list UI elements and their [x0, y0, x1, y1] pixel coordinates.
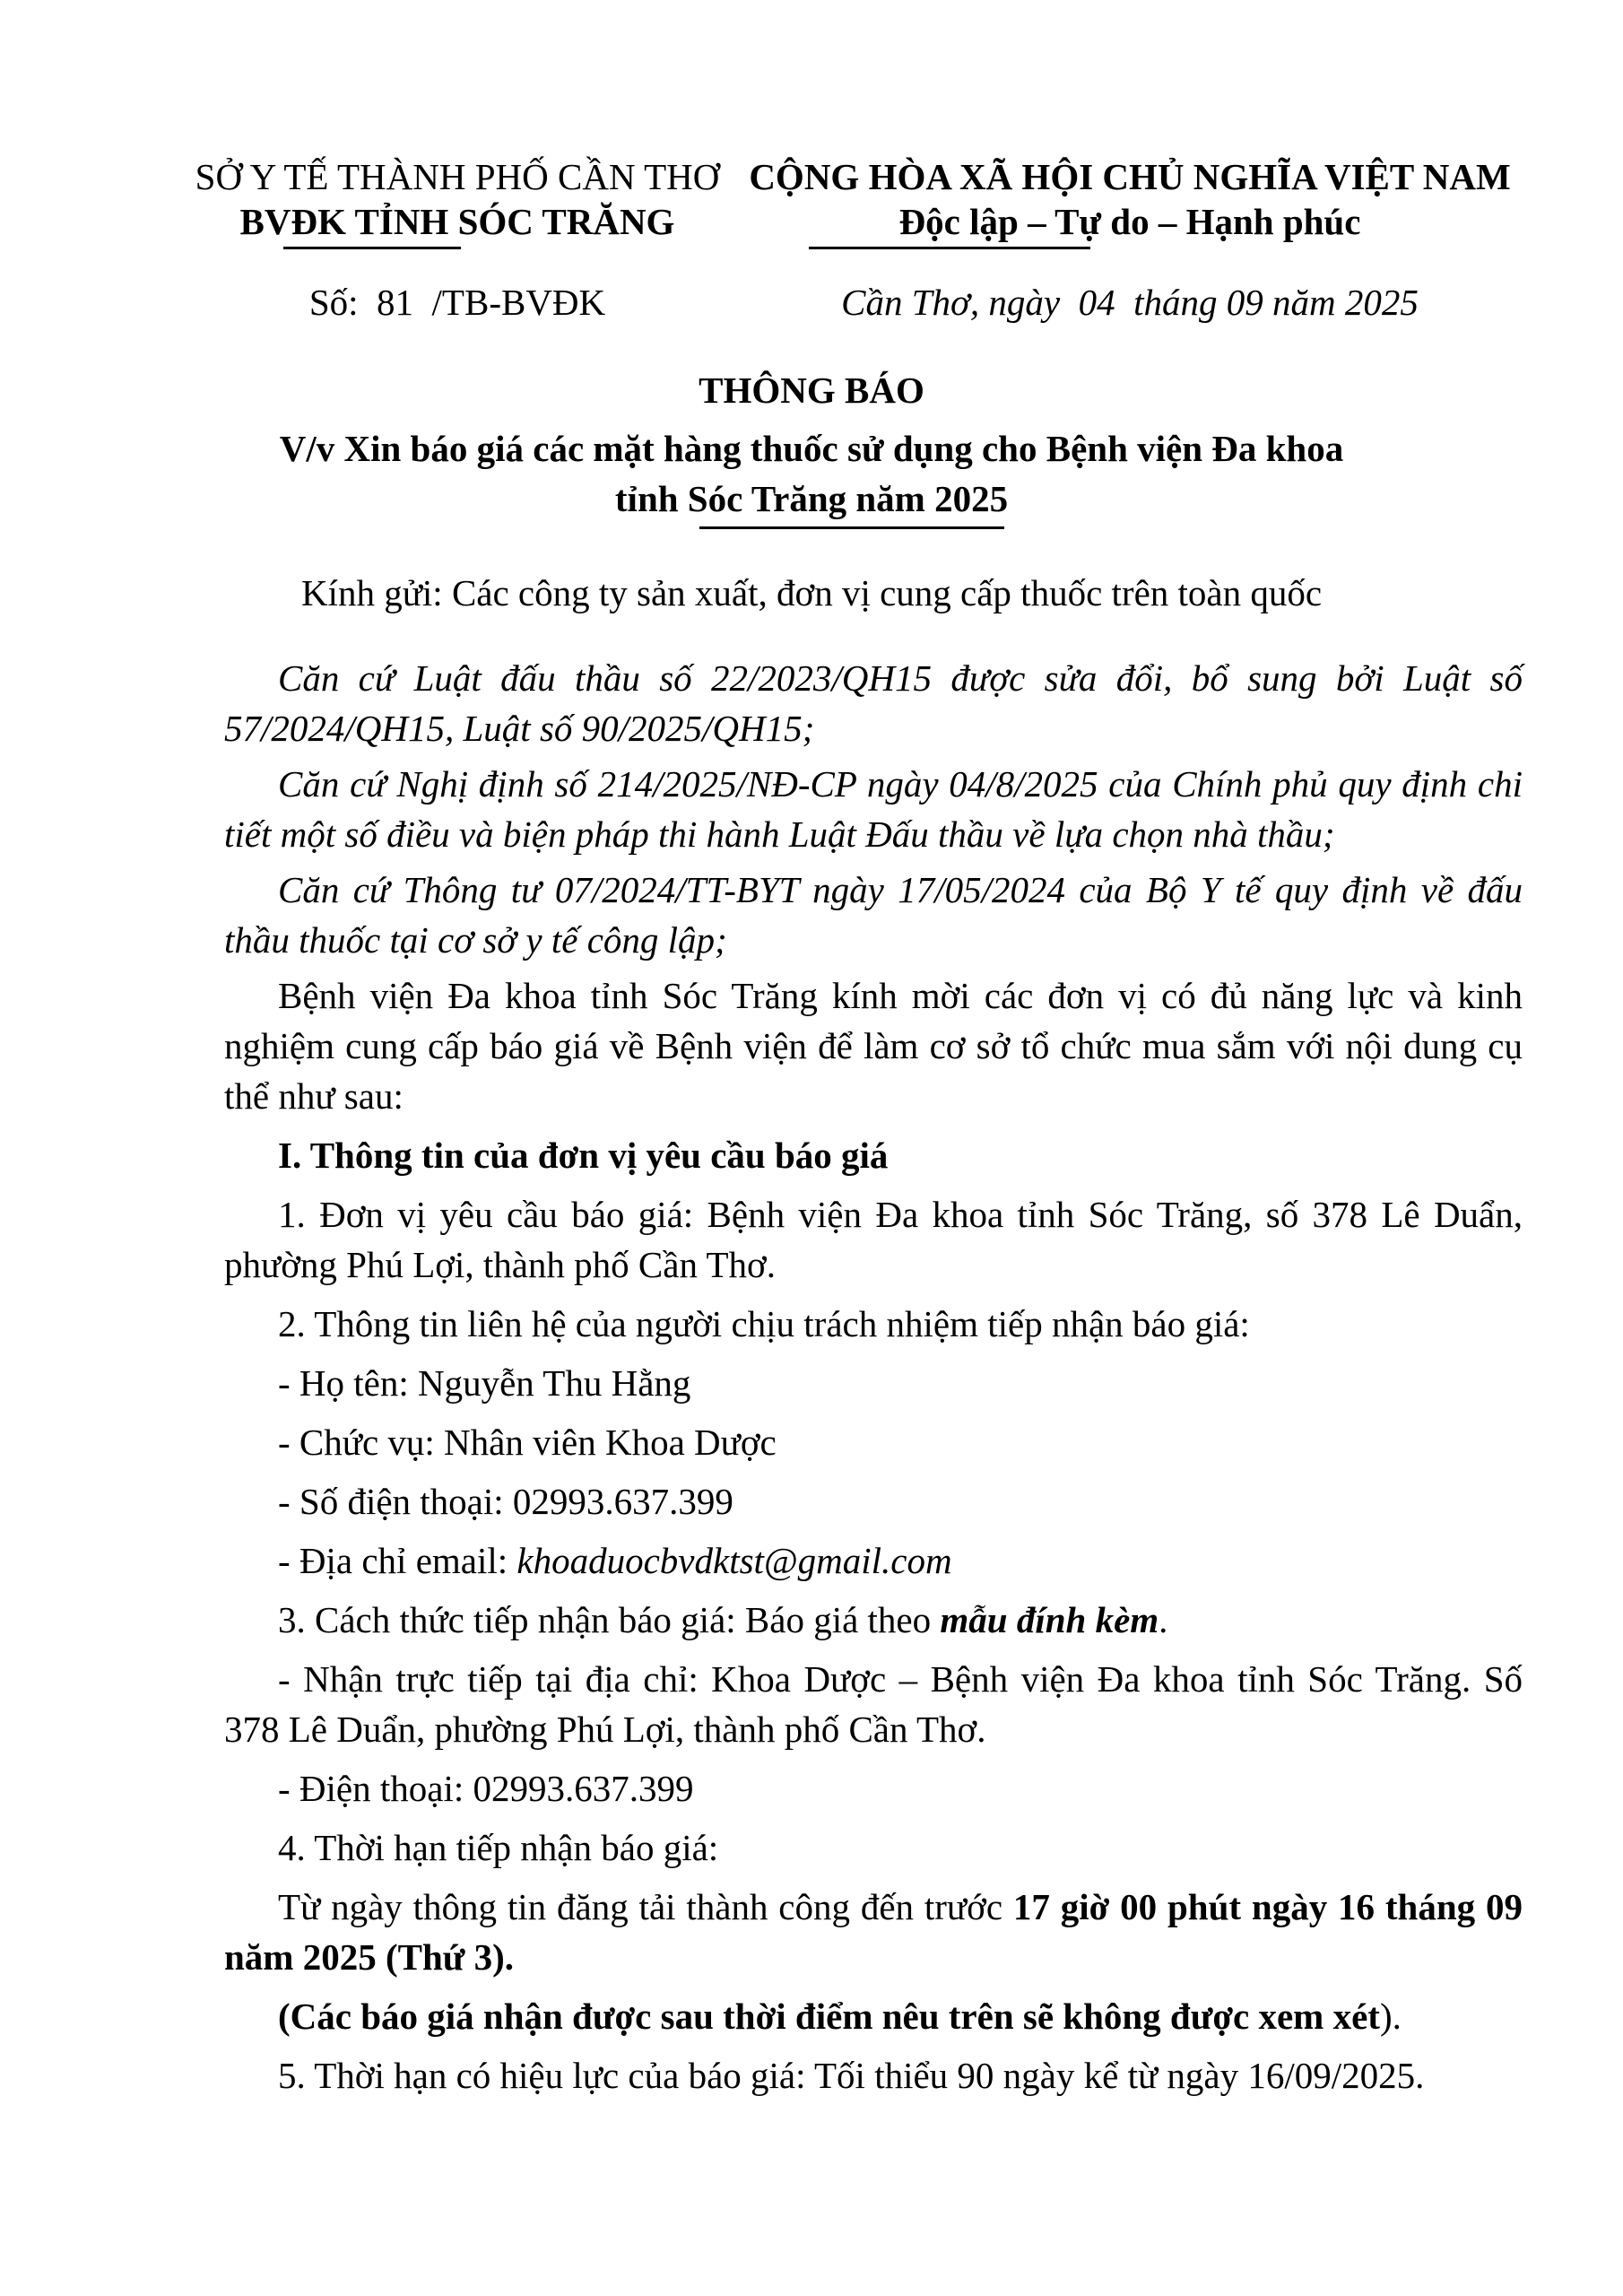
email-label: - Địa chỉ email:: [278, 1540, 517, 1581]
quotation-method-prefix: 3. Cách thức tiếp nhận báo giá: Báo giá theo: [278, 1599, 941, 1640]
legal-bases: [224, 653, 1523, 2100]
motto-underline: [809, 247, 1090, 249]
legal-basis-3: Căn cứ Thông tư 07/2024/TT-BYT ngày 17/05/2024 của Bộ Y tế quy định về đấu thầu thuốc tại cơ sở y tế công lập;: [224, 869, 1523, 961]
deadline-datetime: 17 giờ 00 phút ngày 16 tháng 09 năm 2025 (Thứ 3).: [224, 1886, 1523, 1978]
quotation-method-suffix: .: [1159, 1599, 1168, 1640]
subject-underline: [699, 526, 1004, 529]
legal-basis-2: Căn cứ Nghị định số 214/2025/NĐ-CP ngày 04/8/2025 của Chính phủ quy định chi tiết một số điều và biện pháp thi hành Luật Đấu thầu về lựa chọn nhà thầu;: [224, 763, 1523, 855]
contact-email-line: [224, 1535, 1523, 1586]
document-subject: [0, 423, 1623, 524]
contact-position: - Chức vụ: Nhân viên Khoa Dược: [278, 1422, 777, 1463]
validity-period: 5. Thời hạn có hiệu lực của báo giá: Tối thiểu 90 ngày kể từ ngày 16/09/2025.: [278, 2055, 1425, 2096]
recipient-line: Kính gửi: Các công ty sản xuất, đơn vị cung cấp thuốc trên toàn quốc: [300, 572, 1323, 613]
agency-name: BVĐK TỈNH SÓC TRĂNG: [239, 201, 675, 242]
contact-phone: - Số điện thoại: 02993.637.399: [278, 1481, 733, 1522]
contact-name: - Họ tên: Nguyễn Thu Hằng: [278, 1362, 691, 1404]
document-type-title: THÔNG BÁO: [699, 370, 924, 411]
deadline-prefix: Từ ngày thông tin đăng tải thành công đến trước: [278, 1886, 1013, 1927]
quotation-method: [224, 1595, 1523, 1645]
subject-line-2: tỉnh Sóc Trăng năm 2025: [614, 478, 1009, 519]
reference-number: Số: 81 /TB-BVĐK: [308, 282, 606, 323]
late-note-end: ).: [1379, 1996, 1402, 2037]
issuing-agency-block: [179, 154, 735, 244]
contact-info-heading: 2. Thông tin liên hệ của người chịu trách nhiệm tiếp nhận báo giá:: [278, 1303, 1250, 1344]
legal-basis-1: Căn cứ Luật đấu thầu số 22/2023/QH15 được sửa đổi, bổ sung bởi Luật số 57/2024/QH15, Luật số 90/2025/QH15;: [224, 657, 1523, 749]
late-submission-note: [224, 1991, 1523, 2041]
parent-agency: SỞ Y TẾ THÀNH PHỐ CẦN THƠ: [195, 156, 720, 197]
receipt-phone: - Điện thoại: 02993.637.399: [278, 1768, 694, 1809]
national-title: CỘNG HÒA XÃ HỘI CHỦ NGHĨA VIỆT NAM: [749, 156, 1511, 197]
agency-underline: [283, 247, 461, 249]
email-address-link[interactable]: khoaduocbvdktst@gmail.com: [516, 1540, 952, 1581]
national-motto: Độc lập – Tự do – Hạnh phúc: [898, 201, 1361, 242]
direct-receipt-address: - Nhận trực tiếp tại địa chỉ: Khoa Dược – Bệnh viện Đa khoa tỉnh Sóc Trăng. Số 378 Lê Duẩn, phường Phú Lợi, thành phố Cần Thơ.: [224, 1658, 1523, 1750]
national-header-block: [735, 154, 1524, 244]
place-and-date: Cần Thơ, ngày 04 tháng 09 năm 2025: [841, 282, 1419, 323]
attached-form-emphasis: mẫu đính kèm: [940, 1599, 1159, 1640]
deadline-heading: 4. Thời hạn tiếp nhận báo giá:: [278, 1827, 719, 1868]
section-1-heading: I. Thông tin của đơn vị yêu cầu báo giá: [278, 1135, 889, 1176]
invitation-paragraph: Bệnh viện Đa khoa tỉnh Sóc Trăng kính mời các đơn vị có đủ năng lực và kinh nghiệm cung cấp báo giá về Bệnh viện để làm cơ sở tổ chức mua sắm với nội dung cụ thể như sau:: [224, 975, 1523, 1117]
deadline-text: [224, 1882, 1523, 1982]
subject-line-1: V/v Xin báo giá các mặt hàng thuốc sử dụng cho Bệnh viện Đa khoa: [279, 428, 1344, 469]
late-note-bold: (Các báo giá nhận được sau thời điểm nêu trên sẽ không được xem xét: [278, 1996, 1380, 2037]
requesting-unit: 1. Đơn vị yêu cầu báo giá: Bệnh viện Đa khoa tỉnh Sóc Trăng, số 378 Lê Duẩn, phường Phú Lợi, thành phố Cần Thơ.: [224, 1194, 1523, 1285]
